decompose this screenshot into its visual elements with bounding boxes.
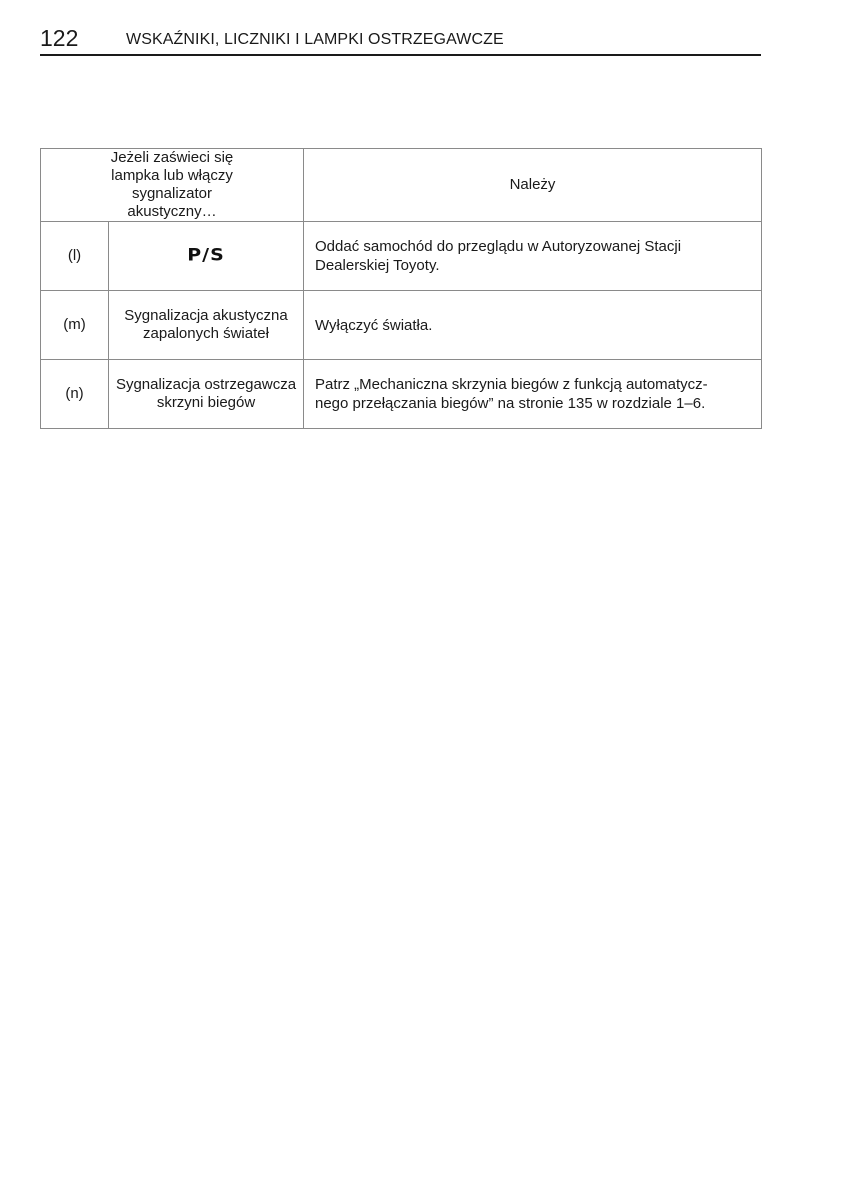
- action-line: nego przełączania biegów” na stronie 135 w rozdziale 1–6.: [315, 395, 706, 412]
- row-indicator: [109, 360, 304, 429]
- row-indicator: [109, 222, 304, 291]
- indicator-line: skrzyni biegów: [156, 394, 256, 411]
- page-header: [40, 24, 761, 56]
- action-header: Należy: [304, 149, 762, 222]
- row-letter: (l): [41, 222, 109, 291]
- indicator-line: Sygnalizacja akustyczna: [124, 307, 288, 324]
- row-action: Oddać samochód do przeglądu w Autoryzowanej Stacji Dealerskiej Toyoty.: [304, 222, 762, 291]
- table-row: [41, 222, 762, 291]
- table-row: [41, 360, 762, 429]
- section-title: WSKAŹNIKI, LICZNIKI I LAMPKI OSTRZEGAWCZE: [126, 31, 504, 48]
- table-header-row: [41, 149, 762, 222]
- indicator-line: Sygnalizacja ostrzegawcza: [115, 376, 297, 393]
- warning-table: [40, 148, 762, 429]
- page-number: 122: [40, 25, 79, 51]
- row-action: Wyłączyć światła.: [304, 291, 762, 360]
- row-action: [304, 360, 762, 429]
- row-letter: (n): [41, 360, 109, 429]
- table-row: [41, 291, 762, 360]
- condition-header: Jeżeli zaświeci się lampka lub włączy sygnalizator akustyczny…: [41, 149, 304, 222]
- row-letter: (m): [41, 291, 109, 360]
- action-line: Patrz „Mechaniczna skrzynia biegów z funkcją automatycz-: [315, 376, 708, 393]
- row-indicator: [109, 291, 304, 360]
- power-steering-warning-icon: P/S: [187, 245, 225, 265]
- indicator-line: zapalonych świateł: [143, 325, 269, 342]
